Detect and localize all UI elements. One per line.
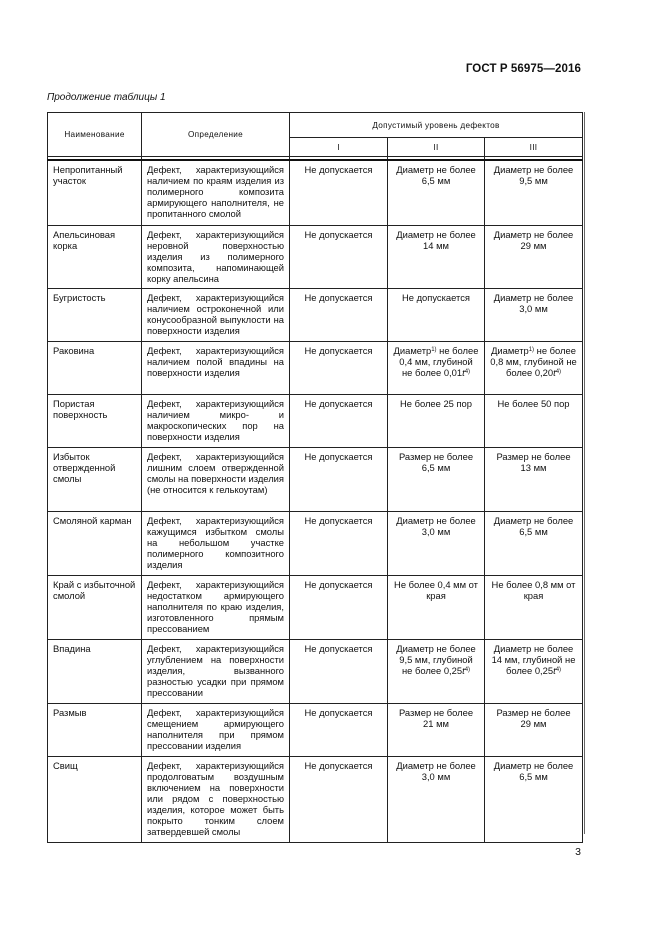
level-1-value: Не допускается: [290, 575, 388, 639]
table-row: [48, 703, 583, 756]
level-2-value: [388, 341, 485, 394]
defect-name: Впадина: [48, 639, 142, 703]
defect-name: Размыв: [48, 703, 142, 756]
footnote-ref: 4): [464, 666, 471, 673]
defect-definition: Дефект, характеризующийся смещением армирующего наполнителя при прямом прессовании изделия: [142, 703, 290, 756]
defect-definition: Дефект, характеризующийся наличием по краям изделия из полимерного композита армирующего наполнителя, не пропитанного смолой: [142, 160, 290, 225]
level-3-value: Диаметр не более 3,0 мм: [485, 288, 583, 341]
thickness-symbol: t: [553, 366, 556, 378]
table-row: [48, 225, 583, 288]
defect-definition: Дефект, характеризующийся неровной поверхностью изделия из полимерного композита, напоминающей корку апельсина: [142, 225, 290, 288]
level-2-value: Не допускается: [388, 288, 485, 341]
level-1-value: Не допускается: [290, 341, 388, 394]
level-1-value: Не допускается: [290, 447, 388, 511]
level-3-value: Диаметр не более 9,5 мм: [485, 160, 583, 225]
level-3-text: Диаметр не более 14 мм, глубиной не более 0,25: [491, 642, 576, 676]
level-1-value: Не допускается: [290, 394, 388, 447]
table-row: [48, 575, 583, 639]
standard-number: ГОСТ Р 56975—2016: [465, 63, 581, 75]
level-3-value: Диаметр не более 6,5 мм: [485, 756, 583, 842]
defect-definition: Дефект, характеризующийся продолговатым воздушным включением на поверхности или рядом с поверхностью изделия, которое может быть покрыто тонким слоем затвердевшей смолы: [142, 756, 290, 842]
defect-name: Край с избыточной смолой: [48, 575, 142, 639]
defect-name: Апельсиновая корка: [48, 225, 142, 288]
level-2-value: Диаметр не более 3,0 мм: [388, 511, 485, 575]
page-number: 3: [575, 846, 581, 858]
defect-definition: Дефект, характеризующийся наличием микро- и макроскопических пор на поверхности изделия: [142, 394, 290, 447]
level-2-text: Диаметр не более 9,5 мм, глубиной не более 0,25: [396, 642, 476, 676]
level-1-value: Не допускается: [290, 160, 388, 225]
defect-name: Избыток отвержденной смолы: [48, 447, 142, 511]
level-1-value: Не допускается: [290, 225, 388, 288]
level-1-value: Не допускается: [290, 756, 388, 842]
header-definition: Определение: [142, 113, 290, 157]
defect-name: Бугристость: [48, 288, 142, 341]
level-2-value: Диаметр не более 6,5 мм: [388, 160, 485, 225]
level-3-value: Диаметр не более 6,5 мм: [485, 511, 583, 575]
level-2-value: Диаметр не более 14 мм: [388, 225, 485, 288]
footnote-ref: 4): [464, 368, 471, 375]
table-row: [48, 511, 583, 575]
defect-definition: Дефект, характеризующийся углублением на поверхности изделия, вызванного разностью усадки при прямом прессовании: [142, 639, 290, 703]
level-1-value: Не допускается: [290, 639, 388, 703]
table-row: [48, 394, 583, 447]
level-3-value: Размер не более 13 мм: [485, 447, 583, 511]
defect-name: Смоляной карман: [48, 511, 142, 575]
level-3-value: Размер не более 29 мм: [485, 703, 583, 756]
level-1-value: Не допускается: [290, 288, 388, 341]
level-2-value: [388, 639, 485, 703]
table-row: [48, 756, 583, 842]
defect-definition: Дефект, характеризующийся недостатком армирующего наполнителя по краю изделия, изготовленного прямым прессованием: [142, 575, 290, 639]
header-level-1: I: [290, 138, 388, 157]
level-3-value: Не более 0,8 мм от края: [485, 575, 583, 639]
right-edge-rule: [584, 112, 585, 834]
level-2-value: Размер не более 6,5 мм: [388, 447, 485, 511]
header-name: Наименование: [48, 113, 142, 157]
thickness-symbol: t: [553, 664, 556, 676]
level-2-text: не более 0,4 мм, глубиной не более 0,01: [399, 344, 479, 378]
level-3-value: Не более 50 пор: [485, 394, 583, 447]
level-1-value: Не допускается: [290, 511, 388, 575]
defect-definition: Дефект, характеризующийся наличием остроконечной или конусообразной выпуклости на поверхности изделия: [142, 288, 290, 341]
defect-definition: Дефект, характеризующийся лишним слоем отвержденной смолы на поверхности изделия (не относится к гелькоутам): [142, 447, 290, 511]
footnote-ref: 4): [555, 666, 562, 673]
level-3-value: [485, 341, 583, 394]
footnote-ref: 1): [431, 346, 437, 353]
level-3-text: Диаметр: [491, 344, 529, 356]
table-row: [48, 341, 583, 394]
defect-name: Непропитанный участок: [48, 160, 142, 225]
table-row: [48, 639, 583, 703]
level-2-value: Размер не более 21 мм: [388, 703, 485, 756]
header-level-2: II: [388, 138, 485, 157]
level-1-value: Не допускается: [290, 703, 388, 756]
defect-name: Раковина: [48, 341, 142, 394]
level-3-text: не более 0,8 мм, глубиной не более 0,20: [490, 344, 577, 378]
defect-name: Свищ: [48, 756, 142, 842]
defect-name: Пористая поверхность: [48, 394, 142, 447]
level-2-value: Диаметр не более 3,0 мм: [388, 756, 485, 842]
header-allowed-level: Допустимый уровень дефектов: [290, 113, 583, 138]
level-2-value: Не более 0,4 мм от края: [388, 575, 485, 639]
defect-definition: Дефект, характеризующийся кажущимся избытком смолы на небольшом участке полимерного композитного изделия: [142, 511, 290, 575]
table-row: [48, 288, 583, 341]
footnote-ref: 4): [555, 368, 562, 375]
thickness-symbol: t: [462, 664, 465, 676]
header-level-3: III: [485, 138, 583, 157]
table-caption: Продолжение таблицы 1: [47, 92, 166, 103]
level-2-value: Не более 25 пор: [388, 394, 485, 447]
table-row: [48, 160, 583, 225]
defects-table: [47, 112, 583, 843]
level-3-value: Диаметр не более 29 мм: [485, 225, 583, 288]
thickness-symbol: t: [462, 366, 465, 378]
defect-definition: Дефект, характеризующийся наличием полой впадины на поверхности изделия: [142, 341, 290, 394]
table-row: [48, 447, 583, 511]
level-3-value: [485, 639, 583, 703]
level-2-text: Диаметр: [393, 344, 432, 356]
footnote-ref: 1): [528, 346, 535, 353]
